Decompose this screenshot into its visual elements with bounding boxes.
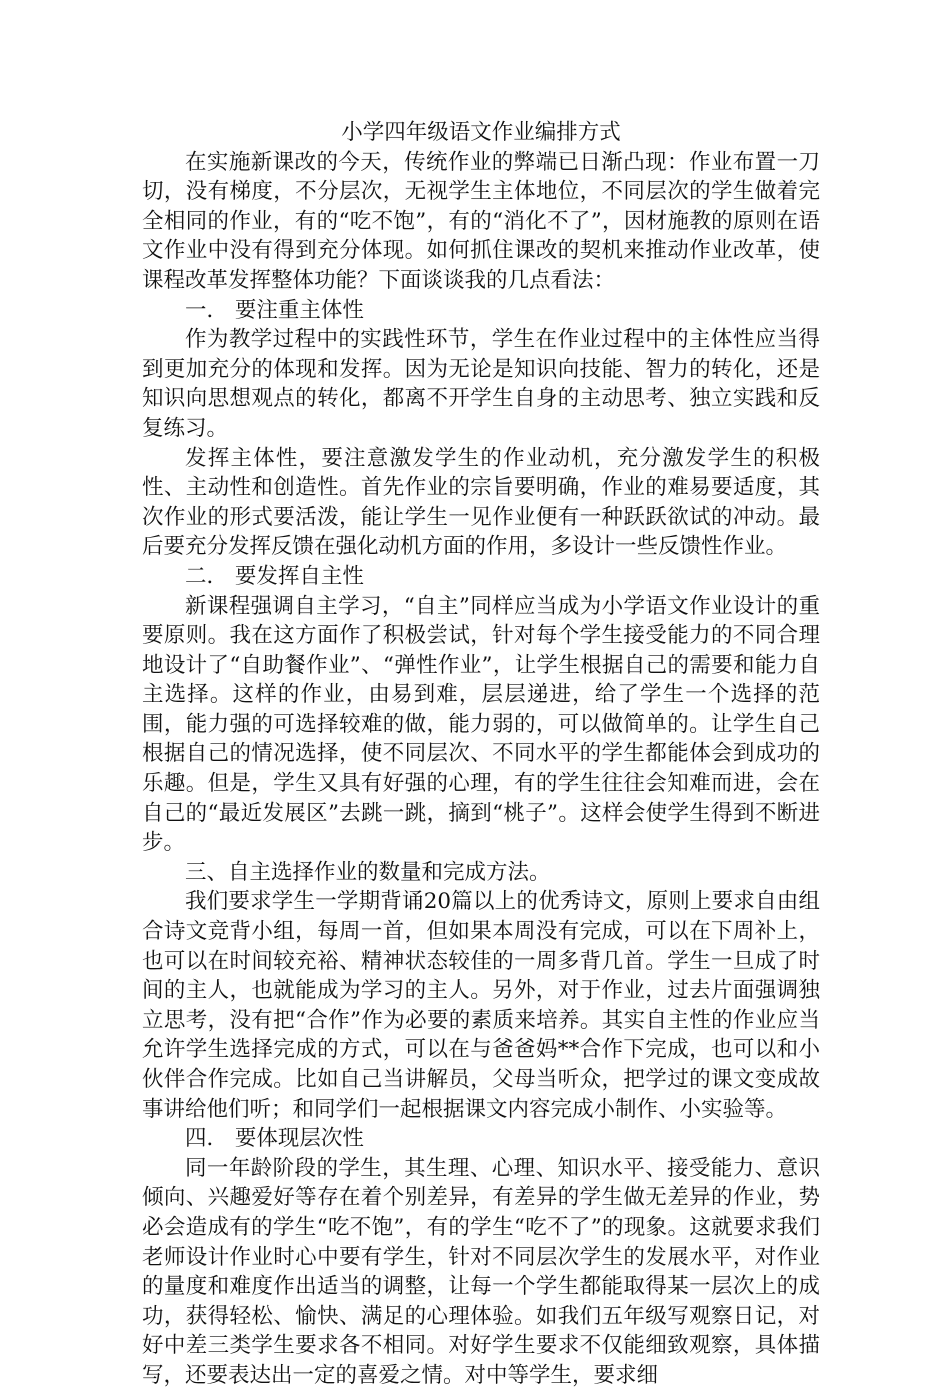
intro-paragraph: 在实施新课改的今天，传统作业的弊端已日渐凸现：作业布置一刀切，没有梯度，不分层次，无视学生主体地位，不同层次的学生做着完全相同的作业，有的“吃不饱”，有的“消化不了”，因材施教的原则在语文作业中没有得到充分体现。如何抓住课改的契机来推动作业改革，使课程改革发挥整体功能？下面谈谈我的几点看法： <box>142 149 820 293</box>
body-paragraph: 新课程强调自主学习，“自主”同样应当成为小学语文作业设计的重要原则。我在这方面作了积极尝试，针对每个学生接受能力的不同合理地设计了“自助餐作业”、“弹性作业”，让学生根据自己的需要和能力自主选择。这样的作业，由易到难，层层递进，给了学生一个选择的范围，能力强的可选择较难的做，能力弱的，可以做简单的。让学生自己根据自己的情况选择，使不同层次、不同水平的学生都能体会到成功的乐趣。但是，学生又具有好强的心理，有的学生往往会知难而进，会在自己的“最近发展区”去跳一跳，摘到“桃子”。这样会使学生得到不断进步。 <box>142 593 820 856</box>
section-heading-1: 一． 要注重主体性 <box>185 297 364 323</box>
document-title: 小学四年级语文作业编排方式 <box>341 120 621 145</box>
body-paragraph: 作为教学过程中的实践性环节，学生在作业过程中的主体性应当得到更加充分的体现和发挥。因为无论是知识向技能、智力的转化，还是知识向思想观点的转化，都离不开学生自身的主动思考、独立实践和反复练习。 <box>142 327 820 441</box>
body-paragraph: 发挥主体性，要注意激发学生的作业动机，充分激发学生的积极性、主动性和创造性。首先作业的宗旨要明确，作业的难易要适度，其次作业的形式要活泼，能让学生一见作业便有一种跃跃欲试的冲动。最后要充分发挥反馈在强化动机方面的作用，多设计一些反馈性作业。 <box>142 445 820 560</box>
section-heading-3: 三、自主选择作业的数量和完成方法。 <box>185 859 551 885</box>
document-page <box>142 118 820 1391</box>
section-heading-4: 四． 要体现层次性 <box>185 1126 364 1152</box>
body-paragraph: 我们要求学生一学期背诵20篇以上的优秀诗文，原则上要求自由组合诗文竞背小组，每周一首，但如果本周没有完成，可以在下周补上，也可以在时间较充裕、精神状态较佳的一周多背几首。学生一旦成了时间的主人，也就能成为学习的主人。另外，对于作业，过去片面强调独立思考，没有把“合作”作为必要的素质来培养。其实自主性的作业应当允许学生选择完成的方式，可以在与爸爸妈**合作下完成，也可以和小伙伴合作完成。比如自己当讲解员，父母当听众，把学过的课文变成故事讲给他们听；和同学们一起根据课文内容完成小制作、小实验等。 <box>142 889 820 1122</box>
section-heading-2: 二． 要发挥自主性 <box>185 563 364 589</box>
body-paragraph: 同一年龄阶段的学生，其生理、心理、知识水平、接受能力、意识倾向、兴趣爱好等存在着个别差异，有差异的学生做无差异的作业，势必会造成有的学生“吃不饱”，有的学生“吃不了”的现象。这就要求我们老师设计作业时心中要有学生，针对不同层次学生的发展水平，对作业的量度和难度作出适当的调整，让每一个学生都能取得某一层次上的成功，获得轻松、愉快、满足的心理体验。如我们五年级写观察日记，对好中差三类学生要求各不相同。对好学生要求不仅能细致观察，具体描写，还要表达出一定的喜爱之情。对中等学生，要求细 <box>142 1155 820 1388</box>
